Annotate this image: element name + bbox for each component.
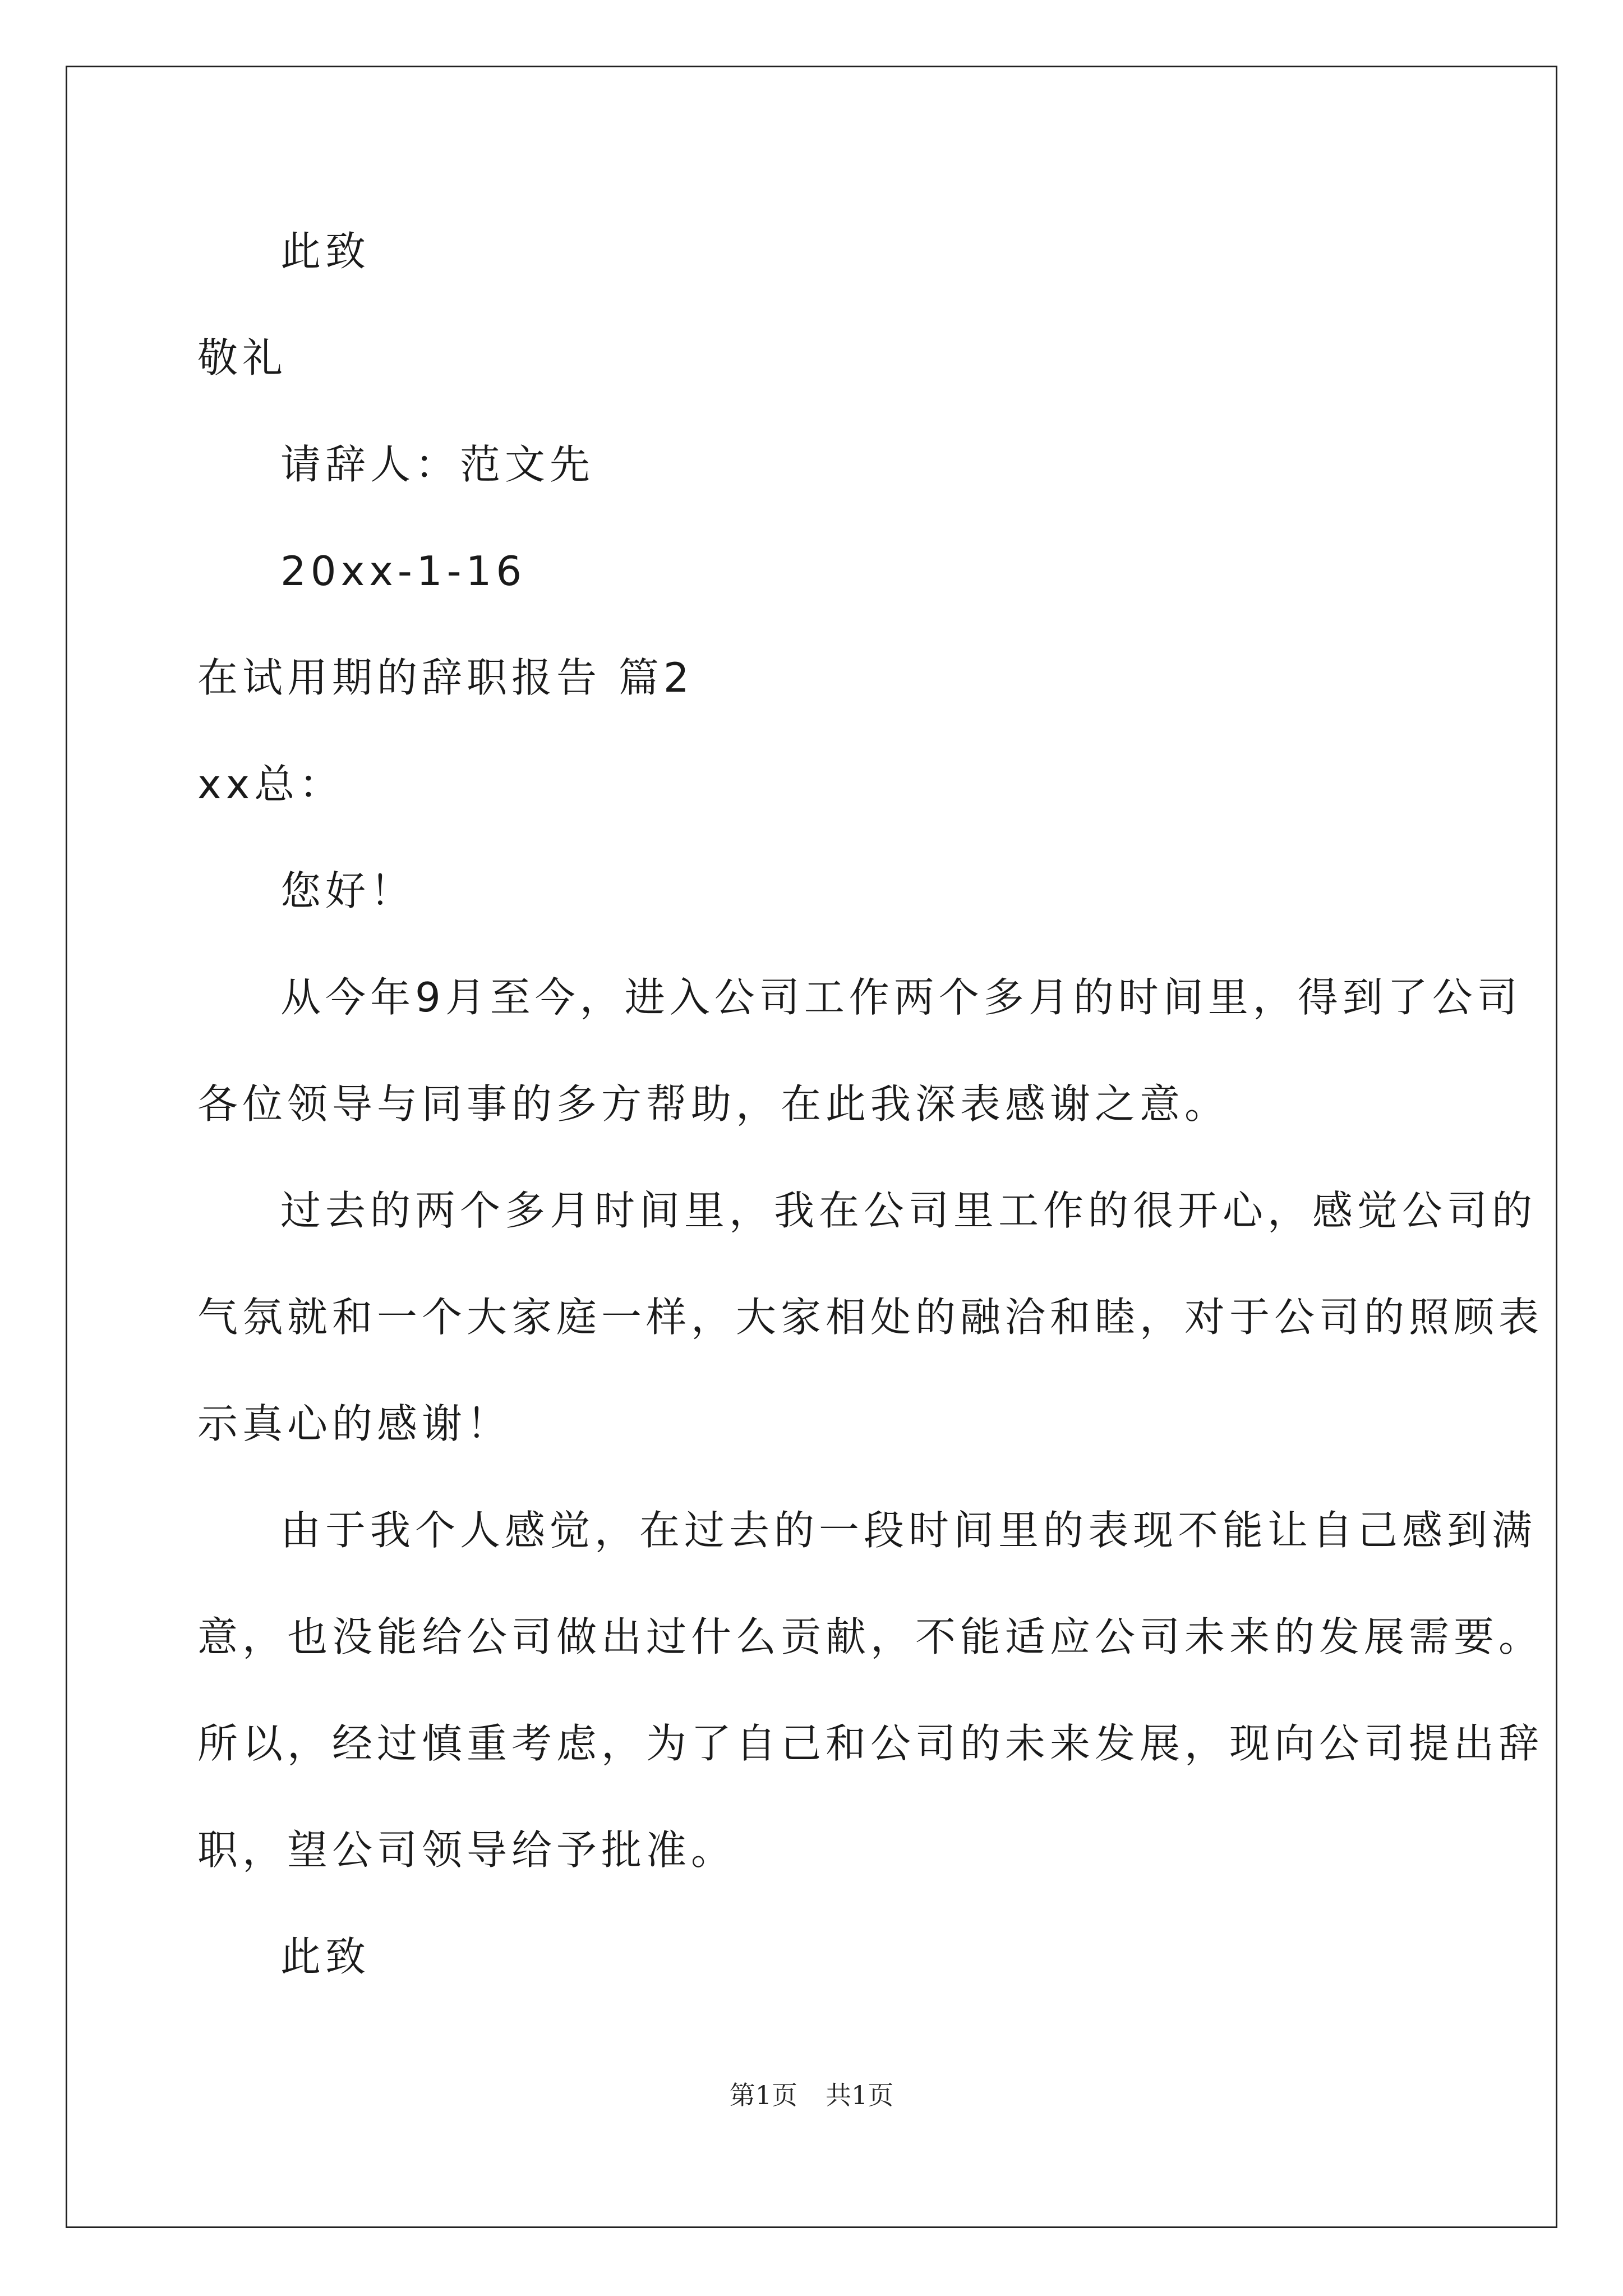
body-line: 过去的两个多月时间里，我在公司里工作的很开心，感觉公司的	[280, 1187, 1537, 1234]
page-border	[66, 66, 1557, 2228]
page-number: 第1页	[729, 2080, 797, 2110]
salutation-line: 敬礼	[197, 334, 288, 381]
body-line: 职，望公司领导给予批准。	[197, 1826, 736, 1874]
body-line: 所以，经过慎重考虑，为了自己和公司的未来发展，现向公司提出辞	[197, 1720, 1544, 1767]
date-line: 20xx-1-16	[280, 547, 527, 595]
body-line: 由于我个人感觉，在过去的一段时间里的表现不能让自己感到满	[280, 1507, 1537, 1554]
closing-line: 此致	[280, 228, 371, 275]
page-total: 共1页	[826, 2080, 894, 2110]
page-footer	[0, 2078, 1623, 2112]
body-line: 气氛就和一个大家庭一样，大家相处的融洽和睦，对于公司的照顾表	[197, 1294, 1544, 1341]
section-heading: 在试用期的辞职报告 篇2	[197, 654, 694, 701]
body-line: 各位领导与同事的多方帮助，在此我深表感谢之意。	[197, 1080, 1230, 1128]
body-line: 意，也没能给公司做出过什么贡献，不能适应公司未来的发展需要。	[197, 1613, 1544, 1660]
signature-line: 请辞人：范文先	[280, 441, 595, 488]
closing-line: 此致	[280, 1933, 371, 1980]
body-line: 从今年9月至今，进入公司工作两个多月的时间里，得到了公司	[280, 974, 1522, 1021]
addressee-line: xx总：	[197, 761, 344, 808]
greeting-line: 您好！	[280, 867, 416, 914]
body-line: 示真心的感谢！	[197, 1400, 512, 1447]
